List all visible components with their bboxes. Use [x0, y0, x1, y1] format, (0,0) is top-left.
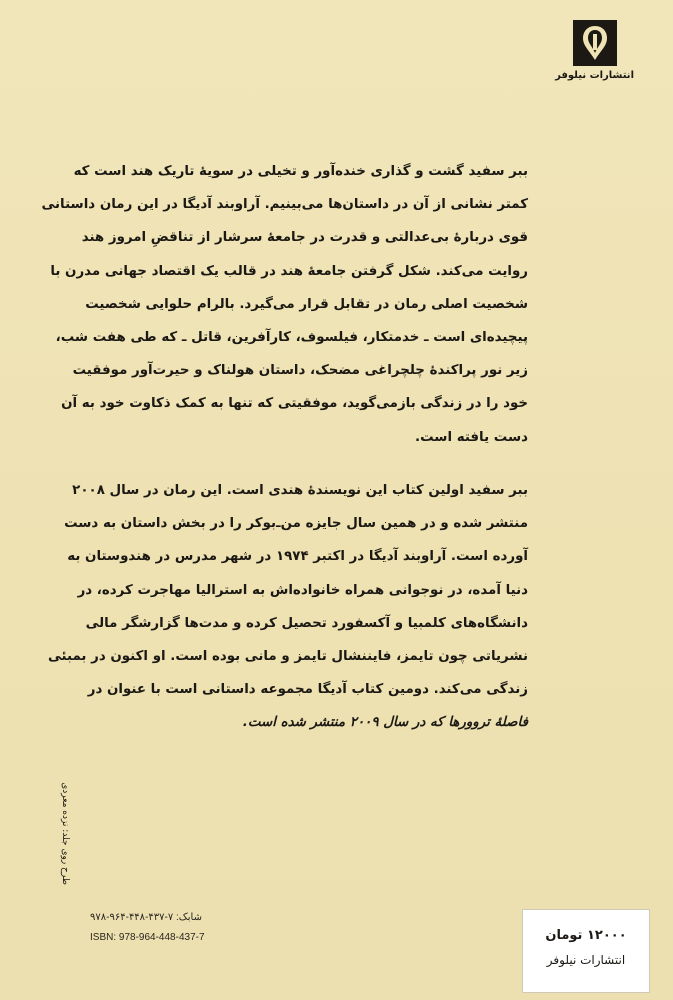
author-bio-line: فاصلهٔ تروورها که در سال ۲۰۰۹ منتشر شده است. — [242, 715, 528, 731]
synopsis-line: پیچیده‌ای است ـ خدمتکار، فیلسوف، کارآفرین، قاتل ـ که طی هفت شب، — [55, 330, 528, 346]
synopsis-line: شخصیت اصلی رمان در تقابل قرار می‌گیرد. بالرام حلوایی شخصیت — [85, 296, 528, 312]
synopsis-line: کمتر نشانی از آن در داستان‌ها می‌بینیم. آراوبند آدیگا در این رمان داستانی — [41, 197, 528, 213]
cover-design-credit: طرح روی جلد: نزده معردی — [60, 782, 70, 885]
synopsis-line: قوی دربارهٔ بی‌عدالتی و قدرت در جامعهٔ سرشار از تناقضِ امروز هند — [81, 230, 528, 246]
synopsis-line: زیر نور پراکندهٔ چلچراغی مضحک، داستان هولناک و حیرت‌آور موفقیت — [72, 363, 528, 379]
isbn-persian: شابک: ۷-۴۳۷-۴۴۸-۹۶۴-۹۷۸ — [90, 912, 202, 923]
price-label: ۱۲۰۰۰ تومان — [545, 928, 627, 943]
isbn-latin: ISBN: 978-964-448-437-7 — [90, 932, 205, 943]
author-bio-line: آورده است. آراوبند آدیگا در اکتبر ۱۹۷۴ در شهر مدرس در هندوستان به — [67, 549, 528, 565]
author-bio-line: ببر سفید اولین کتاب این نویسندهٔ هندی است. این رمان در سال ۲۰۰۸ — [72, 483, 528, 498]
author-bio-line: دانشگاه‌های کلمبیا و آکسفورد تحصیل کرده و مدت‌ها گزارشگر مالی — [85, 615, 528, 631]
isbn-block — [90, 908, 240, 948]
author-bio-line: نشریاتی چون تایمز، فایننشال تایمز و مانی بوده است. او اکنون در بمبئی — [47, 649, 528, 665]
synopsis-line: ببر سفید گشت و گذاری خنده‌آور و تخیلی در سویهٔ تاریک هند است که — [73, 164, 528, 179]
author-bio-line: دنیا آمده، در نوجوانی همراه خانواده‌اش به استرالیا مهاجرت کرده، در — [77, 582, 528, 598]
synopsis-line: روایت می‌کند. شکل گرفتن جامعهٔ هند در قالب یک اقتصاد جهانی مدرن با — [50, 263, 528, 279]
price-publisher-label: انتشارات نیلوفر — [546, 953, 626, 967]
publisher-logo — [556, 20, 634, 86]
synopsis-paragraph — [41, 155, 528, 454]
price-sticker — [522, 909, 650, 993]
author-bio-line: منتشر شده و در همین سال جایزه من‌ـ‌بوکر را در بخش داستان به دست — [64, 516, 528, 532]
publisher-logo-text: انتشارات نیلوفر — [555, 70, 634, 81]
publisher-emblem-icon — [573, 20, 617, 66]
author-bio-paragraph — [47, 474, 528, 740]
author-bio-line: زندگی می‌کند. دومین کتاب آدیگا مجموعه داستانی است با عنوان در — [87, 682, 528, 698]
synopsis-line: دست یافته است. — [415, 429, 528, 445]
synopsis-line: خود را در زندگی بازمی‌گوید، موفقیتی که تنها به کمک ذکاوت خود به آن — [61, 396, 528, 412]
